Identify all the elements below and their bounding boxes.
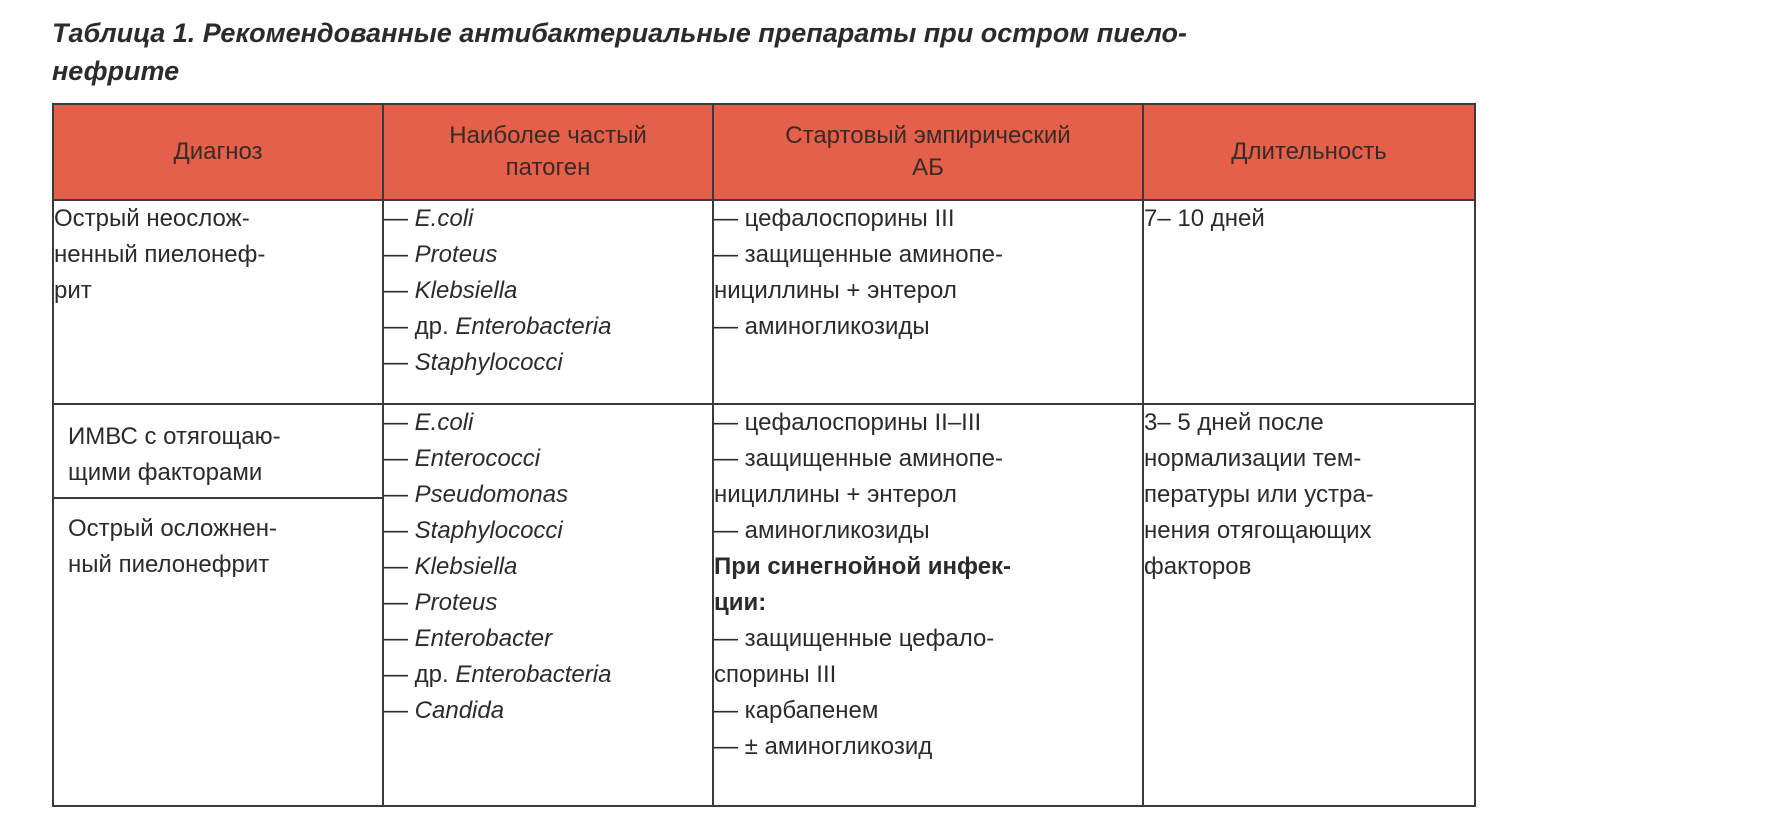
- pathogen-item: — Pseudomonas: [384, 481, 569, 508]
- pathogen-item: — Enterococci: [384, 445, 541, 472]
- diagnosis-line: Острый неослож-: [54, 205, 250, 232]
- antibiotics-table: [52, 103, 1476, 807]
- antibiotic-cell: [713, 200, 1143, 404]
- pathogen-item: — Proteus: [384, 589, 498, 616]
- antibiotic-line: — защищенные аминопе-: [714, 241, 1003, 268]
- table-title-line-1: Таблица 1. Рекомендованные антибактериальные препараты при остром пиело-: [52, 18, 1188, 48]
- diagnosis-line: Острый осложнен-: [68, 515, 277, 542]
- table-title: [52, 14, 1492, 90]
- antibiotic-line: — карбапенем: [714, 697, 879, 724]
- antibiotic-line: — защищенные цефало-: [714, 625, 995, 652]
- diagnosis-line: рит: [54, 277, 92, 304]
- header-diagnosis: [53, 104, 383, 200]
- pathogen-item: — др. Enterobacteria: [384, 661, 612, 688]
- duration-cell: [1143, 404, 1475, 806]
- pathogen-item: — Klebsiella: [384, 553, 518, 580]
- diagnosis-line: ИМВС с отягощаю-: [68, 423, 281, 450]
- table-row: [53, 404, 1475, 806]
- diagnosis-line: ненный пиелонеф-: [54, 241, 266, 268]
- pathogen-item: — Staphylococci: [384, 517, 563, 544]
- header-antibiotic-line-2: АБ: [912, 154, 944, 181]
- pathogen-item: — Klebsiella: [384, 277, 518, 304]
- antibiotic-line: спорины III: [714, 661, 837, 688]
- diagnosis-subcell-complicated: [54, 499, 382, 593]
- header-antibiotic-line-1: Стартовый эмпирический: [785, 122, 1071, 149]
- duration-line: нения отягощающих: [1144, 517, 1372, 544]
- diagnosis-line: щими факторами: [68, 459, 263, 486]
- table-row: [53, 200, 1475, 404]
- antibiotic-line: нициллины + энтерол: [714, 481, 957, 508]
- antibiotic-line: нициллины + энтерол: [714, 277, 957, 304]
- antibiotic-line: — ± аминогликозид: [714, 733, 933, 760]
- duration-cell: [1143, 200, 1475, 404]
- pathogen-item: — Enterobacter: [384, 625, 553, 652]
- antibiotic-line: — цефалоспорины III: [714, 205, 955, 232]
- antibiotic-line: — аминогликозиды: [714, 313, 930, 340]
- table-title-line-2: нефрите: [52, 56, 180, 86]
- diagnosis-cell: [53, 200, 383, 404]
- header-diagnosis-label: Диагноз: [173, 138, 263, 165]
- antibiotic-cell: [713, 404, 1143, 806]
- pathogen-cell: [383, 404, 713, 806]
- header-pathogen-line-1: Наиболее частый: [449, 122, 647, 149]
- pathogen-item: — Proteus: [384, 241, 498, 268]
- antibiotic-line: — аминогликозиды: [714, 517, 930, 544]
- pathogen-item: — E.coli: [384, 205, 474, 232]
- duration-line: нормализации тем-: [1144, 445, 1362, 472]
- header-pathogen-line-2: патоген: [505, 154, 591, 181]
- pathogen-cell: [383, 200, 713, 404]
- duration-line: пературы или устра-: [1144, 481, 1374, 508]
- header-antibiotic: [713, 104, 1143, 200]
- antibiotic-line: — защищенные аминопе-: [714, 445, 1003, 472]
- duration-line: факторов: [1144, 553, 1252, 580]
- diagnosis-line: ный пиелонефрит: [68, 551, 270, 578]
- antibiotic-line: — цефалоспорины II–III: [714, 409, 982, 436]
- table-header-row: [53, 104, 1475, 200]
- header-duration: [1143, 104, 1475, 200]
- header-duration-label: Длительность: [1231, 138, 1387, 165]
- pathogen-item: — др. Enterobacteria: [384, 313, 612, 340]
- pathogen-item: — E.coli: [384, 409, 474, 436]
- diagnosis-subcell-imvs: [54, 405, 382, 499]
- antibiotic-heading-line: При синегнойной инфек-: [714, 553, 1012, 580]
- antibiotic-heading-line: ции:: [714, 589, 767, 616]
- header-pathogen: [383, 104, 713, 200]
- pathogen-item: — Staphylococci: [384, 349, 563, 376]
- pathogen-item: — Candida: [384, 697, 505, 724]
- duration-line: 3– 5 дней после: [1144, 409, 1324, 436]
- duration-text: 7– 10 дней: [1144, 205, 1265, 232]
- diagnosis-cell: [53, 404, 383, 806]
